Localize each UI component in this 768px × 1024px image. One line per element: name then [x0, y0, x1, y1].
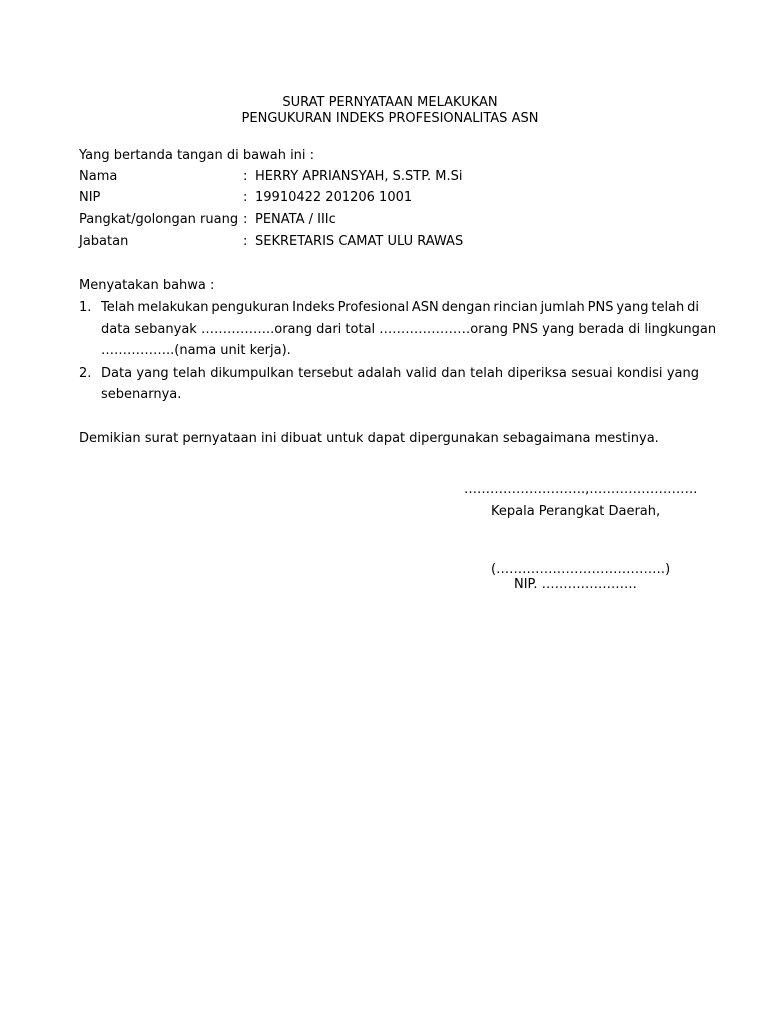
intro-text: Yang bertanda tangan di bawah ini :	[79, 148, 315, 163]
field-colon-nip: :	[243, 190, 248, 205]
field-value-nip: 19910422 201206 1001	[255, 190, 413, 205]
field-label-jabatan: Jabatan	[79, 234, 129, 249]
field-value-pangkat: PENATA / IIIc	[255, 212, 336, 227]
list-item-number: 2.	[79, 366, 92, 381]
document-title-line-1: SURAT PERNYATAAN MELAKUKAN	[282, 95, 498, 110]
list-item-1-line-2	[101, 322, 717, 338]
statement-intro: Menyatakan bahwa :	[79, 278, 215, 293]
list-item-2-line-2: sebenarnya.	[101, 387, 182, 402]
list-item-1-line-2-part-1: data sebanyak ……………..	[101, 322, 275, 337]
field-value-nama: HERRY APRIANSYAH, S.STP. M.Si	[255, 169, 463, 184]
list-item-1-line-3: ……………..(nama unit kerja).	[101, 343, 291, 358]
field-value-jabatan: SEKRETARIS CAMAT ULU RAWAS	[255, 234, 464, 249]
signature-position: Kepala Perangkat Daerah,	[491, 504, 661, 519]
field-colon-nama: :	[243, 169, 248, 184]
closing-text: Demikian surat pernyataan ini dibuat untuk dapat dipergunakan sebagaimana mestinya.	[79, 431, 659, 446]
field-colon-jabatan: :	[243, 234, 248, 249]
field-colon-pangkat: :	[243, 212, 248, 227]
signature-place-date: ……………………….,…………………….	[464, 482, 698, 497]
field-label-nama: Nama	[79, 169, 118, 184]
list-item-2-line-1: Data yang telah dikumpulkan tersebut adalah valid dan telah diperiksa sesuai kondisi yang	[101, 366, 699, 381]
document-title-line-2: PENGUKURAN INDEKS PROFESIONALITAS ASN	[241, 111, 539, 126]
signature-name-placeholder: (…………………………………)	[491, 562, 671, 577]
list-item-number: 1.	[79, 300, 92, 315]
field-label-nip: NIP	[79, 190, 101, 205]
list-item-1-line-2-part-2: orang dari total …………………	[274, 322, 471, 337]
list-item-1-line-1: Telah melakukan pengukuran Indeks Profesional ASN dengan rincian jumlah PNS yang telah di	[101, 300, 699, 315]
field-label-pangkat: Pangkat/golongan ruang	[79, 212, 239, 227]
list-item-1-line-2-part-3: orang PNS yang berada di lingkungan	[470, 322, 717, 337]
signature-nip: NIP. ………………….	[514, 577, 637, 592]
